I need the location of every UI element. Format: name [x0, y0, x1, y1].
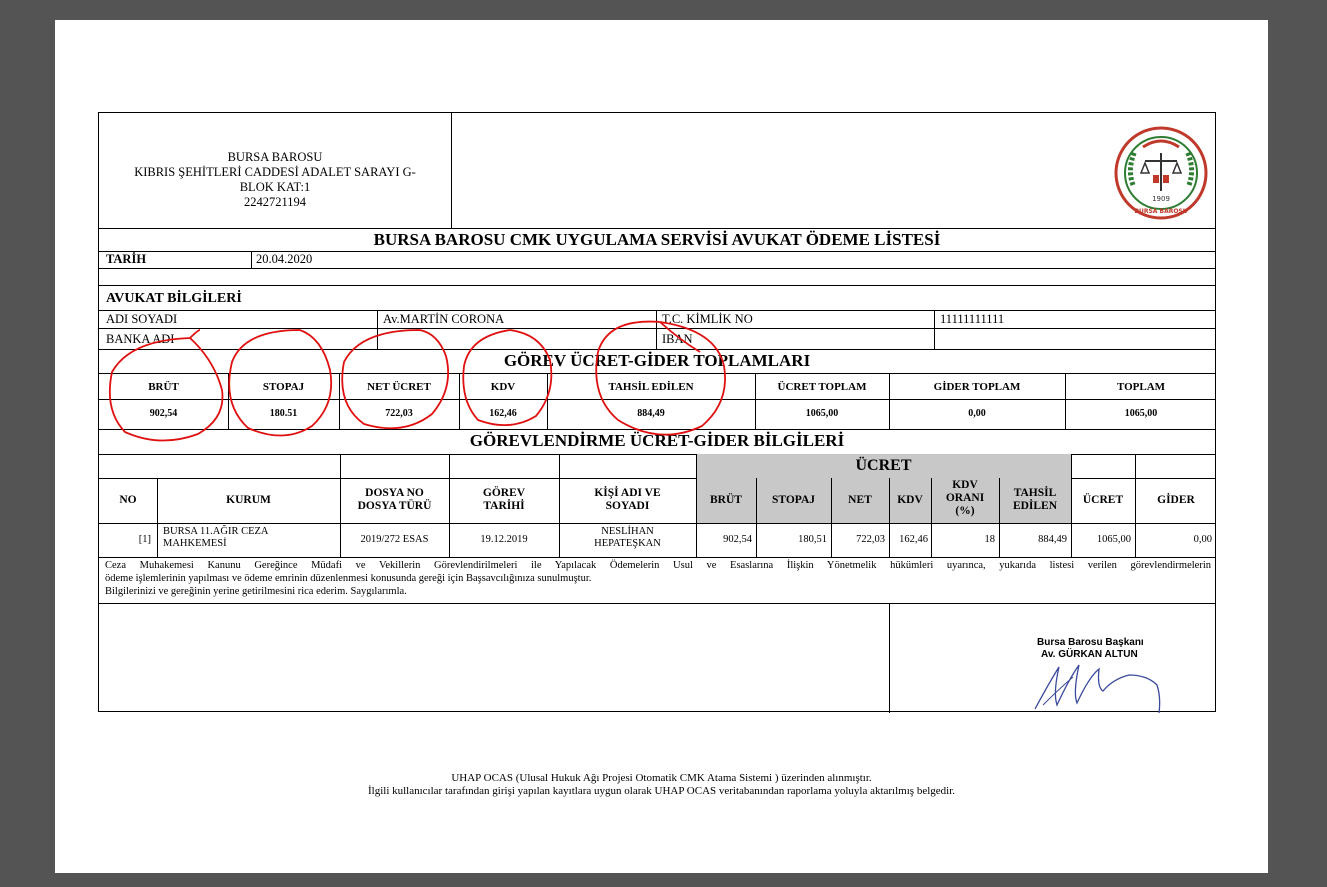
col-net: NET	[848, 494, 872, 506]
bank-name-label: BANKA ADI	[106, 332, 175, 346]
col-gorev	[449, 487, 559, 513]
legal-note-line2: ödeme işlemlerinin yapılması ve ödeme emrinin düzenlenmesi konusunda gereği için Başsavcılığınıza sunulmuştur.	[105, 573, 592, 584]
totals-value-net: 722,03	[385, 408, 413, 419]
row-net: 722,03	[856, 534, 885, 545]
row-tahsil: 884,49	[1038, 534, 1067, 545]
col-brut: BRÜT	[710, 494, 742, 506]
totals-header-toplam: TOPLAM	[1116, 381, 1166, 393]
totals-value-toplam: 1065,00	[1124, 408, 1158, 419]
bar-association-seal-icon	[1113, 125, 1209, 221]
signature-mark	[1029, 653, 1169, 717]
totals-header-kdv: KDV	[490, 381, 516, 393]
footer-line-1: UHAP OCAS (Ulusal Hukuk Ağı Projesi Otomatik CMK Atama Sistemi ) üzerinden alınmıştır.	[451, 772, 872, 784]
totals-value-gider-toplam: 0,00	[968, 408, 986, 419]
col-dosya	[340, 487, 449, 513]
col-kdv-orani-line3: (%)	[955, 505, 975, 517]
totals-section-title: GÖREV ÜCRET-GİDER TOPLAMLARI	[503, 351, 811, 370]
col-gider: GİDER	[1157, 494, 1195, 506]
document-title: BURSA BAROSU CMK UYGULAMA SERVİSİ AVUKAT ÖDEME LİSTESİ	[373, 230, 941, 249]
row-gider: 0,00	[1193, 534, 1212, 545]
col-kurum: KURUM	[226, 494, 271, 506]
document-page	[55, 20, 1268, 873]
row-kisi	[559, 526, 696, 550]
row-kurum-line2: MAHKEMESİ	[163, 538, 227, 549]
col-tahsil-line2: EDİLEN	[1012, 500, 1058, 512]
footer	[55, 772, 1268, 798]
col-gorev-line1: GÖREV	[482, 487, 526, 499]
row-dosya: 2019/272 ESAS	[360, 534, 429, 545]
totals-header-ucret-toplam: ÜCRET TOPLAM	[777, 381, 867, 393]
lawyer-section-title: AVUKAT BİLGİLERİ	[106, 291, 242, 306]
totals-value-kdv: 162,46	[489, 408, 517, 419]
office-address-line-1: KIBRIS ŞEHİTLERİ CADDESİ ADALET SARAYI G-	[134, 165, 416, 179]
row-stopaj: 180,51	[798, 534, 827, 545]
lawyer-name-label: ADI SOYADI	[106, 312, 178, 326]
totals-value-stopaj: 180.51	[269, 408, 298, 419]
row-ucret: 1065,00	[1096, 534, 1131, 545]
totals-header-stopaj: STOPAJ	[262, 381, 305, 393]
office-name: BURSA BAROSU	[227, 150, 323, 164]
row-kdv: 162,46	[899, 534, 928, 545]
office-address-line-2: BLOK KAT:1	[239, 180, 311, 194]
totals-header-gider-toplam: GİDER TOPLAM	[933, 381, 1021, 393]
col-kdv: KDV	[897, 494, 923, 506]
tc-number: 11111111111	[940, 312, 1005, 326]
footer-line-2: İlgili kullanıcılar tarafından girişi yapılan kayıtlara uygun olarak UHAP OCAS veritabanından raporlama yoluyla aktarılmış belgedir.	[367, 785, 955, 797]
legal-note-line1: Ceza Muhakemesi Kanunu Gereğince Müdafi ve Vekillerin Görevlendirilmeleri ile Yapılacak Ödemelerin Usul ve Esaslarına İlişkin Yönetmelik hükümleri uyarınca, yukarıda listesi verilen görevlendirmelerin	[105, 560, 1211, 571]
row-no: [1]	[138, 534, 151, 545]
row-brut: 902,54	[723, 534, 752, 545]
signature-title: Bursa Barosu Başkanı	[1037, 637, 1144, 648]
totals-value-ucret-toplam: 1065,00	[805, 408, 839, 419]
row-kdv-orani: 18	[984, 534, 995, 545]
ucret-group-header: ÜCRET	[855, 457, 912, 474]
payment-form	[98, 112, 1216, 712]
col-kisi-line1: KİŞİ ADI VE	[594, 487, 661, 499]
col-dosya-line2: DOSYA TÜRÜ	[357, 500, 432, 512]
details-section-title: GÖREVLENDİRME ÜCRET-GİDER BİLGİLERİ	[469, 431, 845, 450]
svg-text:BURSA BAROSU: BURSA BAROSU	[1134, 208, 1188, 215]
legal-note-line3: Bilgilerinizi ve gereğinin yerine getirilmesini rica ederim. Saygılarımla.	[105, 586, 407, 597]
tc-number-label: T.C. KİMLİK NO	[662, 312, 753, 326]
date-label: TARİH	[106, 252, 147, 266]
col-no: NO	[119, 494, 137, 506]
row-kurum	[163, 526, 269, 550]
col-tahsil	[999, 487, 1071, 513]
totals-value-brut: 902,54	[149, 408, 178, 419]
svg-text:1909: 1909	[1152, 195, 1170, 203]
row-kurum-line1: BURSA 11.AĞIR CEZA	[163, 526, 269, 537]
totals-header-tahsil: TAHSİL EDİLEN	[608, 381, 694, 393]
col-kdv-orani-line2: ORANI	[945, 492, 985, 504]
office-address-block	[99, 150, 451, 210]
col-kisi	[559, 487, 696, 513]
col-kdv-orani	[931, 479, 999, 518]
col-stopaj: STOPAJ	[771, 494, 816, 506]
col-tahsil-line1: TAHSİL	[1013, 487, 1057, 499]
iban-label: IBAN	[662, 332, 693, 346]
totals-value-tahsil: 884,49	[637, 408, 665, 419]
date-value: 20.04.2020	[256, 252, 313, 266]
office-phone: 2242721194	[243, 195, 307, 209]
legal-note	[105, 559, 1211, 598]
totals-header-net: NET ÜCRET	[367, 381, 431, 393]
col-gorev-line2: TARİHİ	[483, 500, 525, 512]
row-kisi-line2: HEPATEŞKAN	[594, 538, 661, 549]
row-tarih: 19.12.2019	[480, 534, 528, 545]
totals-header-brut: BRÜT	[148, 381, 179, 393]
row-kisi-line1: NESLİHAN	[601, 526, 654, 537]
col-kisi-line2: SOYADI	[605, 500, 650, 512]
col-dosya-line1: DOSYA NO	[365, 487, 424, 499]
signature-name: Av. GÜRKAN ALTUN	[1041, 649, 1138, 660]
col-kdv-orani-line1: KDV	[952, 479, 978, 491]
lawyer-name: Av.MARTİN CORONA	[383, 312, 505, 326]
col-ucret: ÜCRET	[1082, 494, 1124, 506]
